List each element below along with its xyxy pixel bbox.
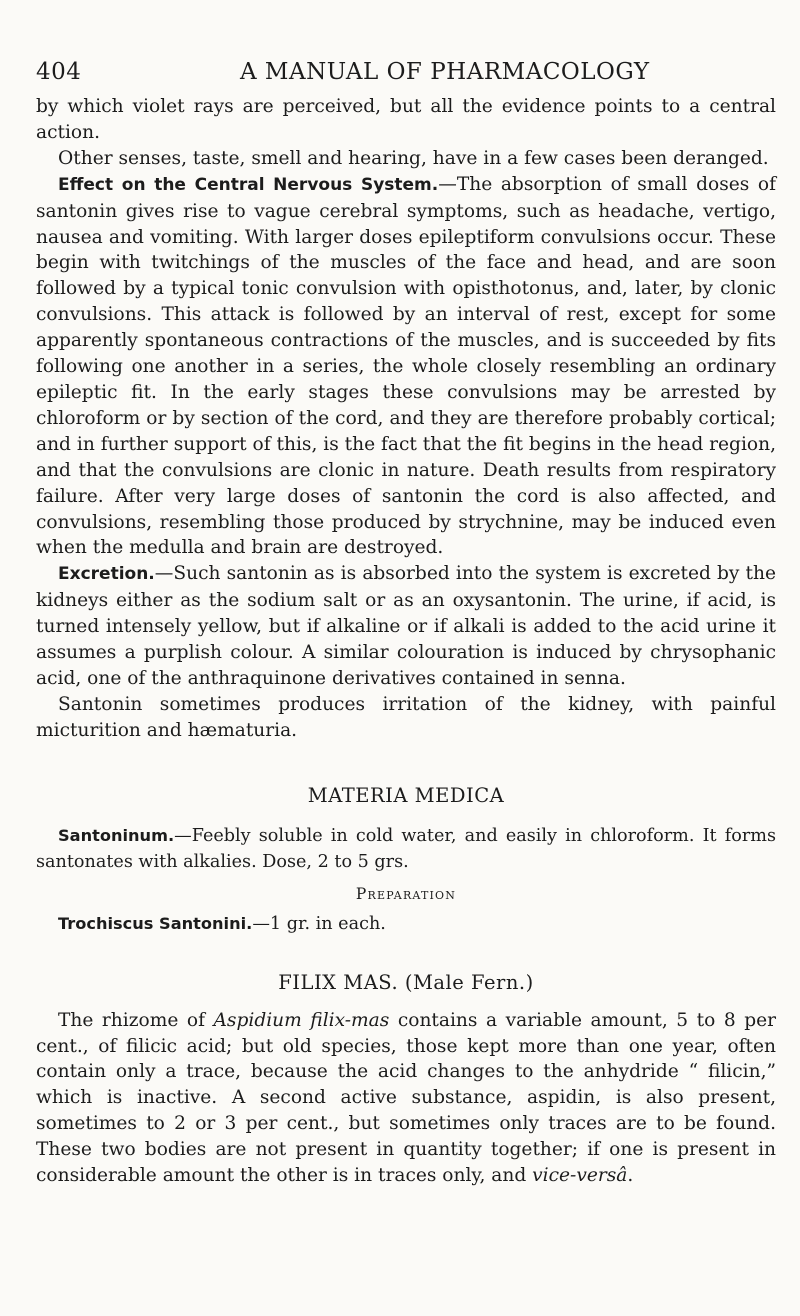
materia-medica-section	[36, 823, 776, 937]
spacer	[36, 875, 776, 885]
running-title: A MANUAL OF PHARMACOLOGY	[240, 59, 650, 85]
spacer	[36, 807, 776, 823]
materia-medica-heading: MATERIA MEDICA	[307, 783, 505, 807]
species-name: Aspidium filix-mas	[213, 1009, 390, 1031]
paragraph-filix-mas	[36, 1008, 776, 1189]
paragraph-excretion	[36, 561, 776, 692]
entry-text: —1 gr. in each.	[252, 913, 386, 934]
paragraph-violet-rays	[36, 94, 776, 146]
paragraph-lead: Excretion.	[58, 564, 155, 585]
paragraph-text: —Such santonin as is absorbed into the system is excreted by the kidneys either as the sodium salt or as an oxysantonin. The urine, if acid, is turned intensely yellow, but if alkaline or if alkali is added to the acid urine it assumes a purplish colour. A similar colouration is induced by chrysophanic acid, one of the anthraquinone derivatives contained in senna.	[36, 563, 776, 689]
paragraph-text: The rhizome of	[58, 1009, 214, 1031]
paragraph-text: by which violet rays are perceived, but all the evidence points to a central action.	[36, 96, 776, 143]
paragraph-text: —The absorption of small doses of santonin gives rise to vague cerebral symptoms, such as headache, vertigo, nausea and vomiting. With larger doses epileptiform convulsions occur. These begin with twitchings of the muscles of the face and head, and are soon followed by a typical tonic convulsion with opisthotonus, and, later, by clonic convulsions. This attack is followed by an interval of rest, except for some apparently spontaneous contractions of the muscles, and is succeeded by fits following one another in a series, the whole closely resembling an ordinary epileptic fit. In the early stages these convulsions may be arrested by chloroform or by section of the cord, and they are therefore probably cortical; and in further support of this, is the fact that the fit begins in the head region, and that the convulsions are clonic in nature. Death results from respiratory failure. After very large doses of santonin the cord is also affected, and convulsions, resembling those produced by strychnine, may be induced even when the medulla and brain are destroyed.	[36, 173, 776, 559]
paragraph-text: Santonin sometimes produces irritation of the kidney, with painful micturition and hæmaturia.	[36, 693, 776, 741]
trochiscus-entry	[36, 911, 776, 937]
paragraph-text: .	[627, 1165, 634, 1187]
page-body	[36, 94, 776, 1189]
paragraph-text: contains a variable amount, 5 to 8 per cent., of filicic acid; but old species, those kept more than one year, often contain only a trace, because the acid changes to the anhydride “ filicin,” which is inactive. A second active substance, aspidin, is also present, sometimes to 2 or 3 per cent., but sometimes only traces are to be found. These two bodies are not present in quantity together; if one is present in considerable amount the other is in traces only, and	[36, 1009, 777, 1187]
vice-versa: vice-versâ	[532, 1165, 628, 1187]
paragraph-text: Other senses, taste, smell and hearing, have in a few cases been deranged.	[58, 147, 769, 169]
paragraph-kidney-irritation	[36, 692, 776, 744]
page-header	[36, 56, 776, 92]
paragraph-lead: Effect on the Central Nervous System.	[58, 174, 439, 195]
filix-mas-heading: FILIX MAS. (Male Fern.)	[278, 970, 534, 994]
spacer	[36, 903, 776, 911]
paragraph-central-nervous-system	[36, 172, 776, 562]
spacer	[36, 994, 776, 1008]
page-number: 404	[36, 59, 82, 85]
entry-lead: Trochiscus Santonini.	[58, 913, 253, 933]
paragraph-other-senses	[36, 146, 776, 172]
entry-text: —Feebly soluble in cold water, and easily in chloroform. It forms santonates with alkalies.	[36, 825, 776, 872]
spacer	[36, 937, 776, 971]
preparation-heading: Preparation	[355, 884, 457, 903]
spacer	[36, 744, 776, 784]
santoninum-entry	[36, 823, 776, 875]
dose-value: 2 to 5 grs.	[317, 851, 409, 872]
entry-lead: Santoninum.	[58, 825, 175, 845]
dose-label: Dose,	[262, 851, 312, 872]
